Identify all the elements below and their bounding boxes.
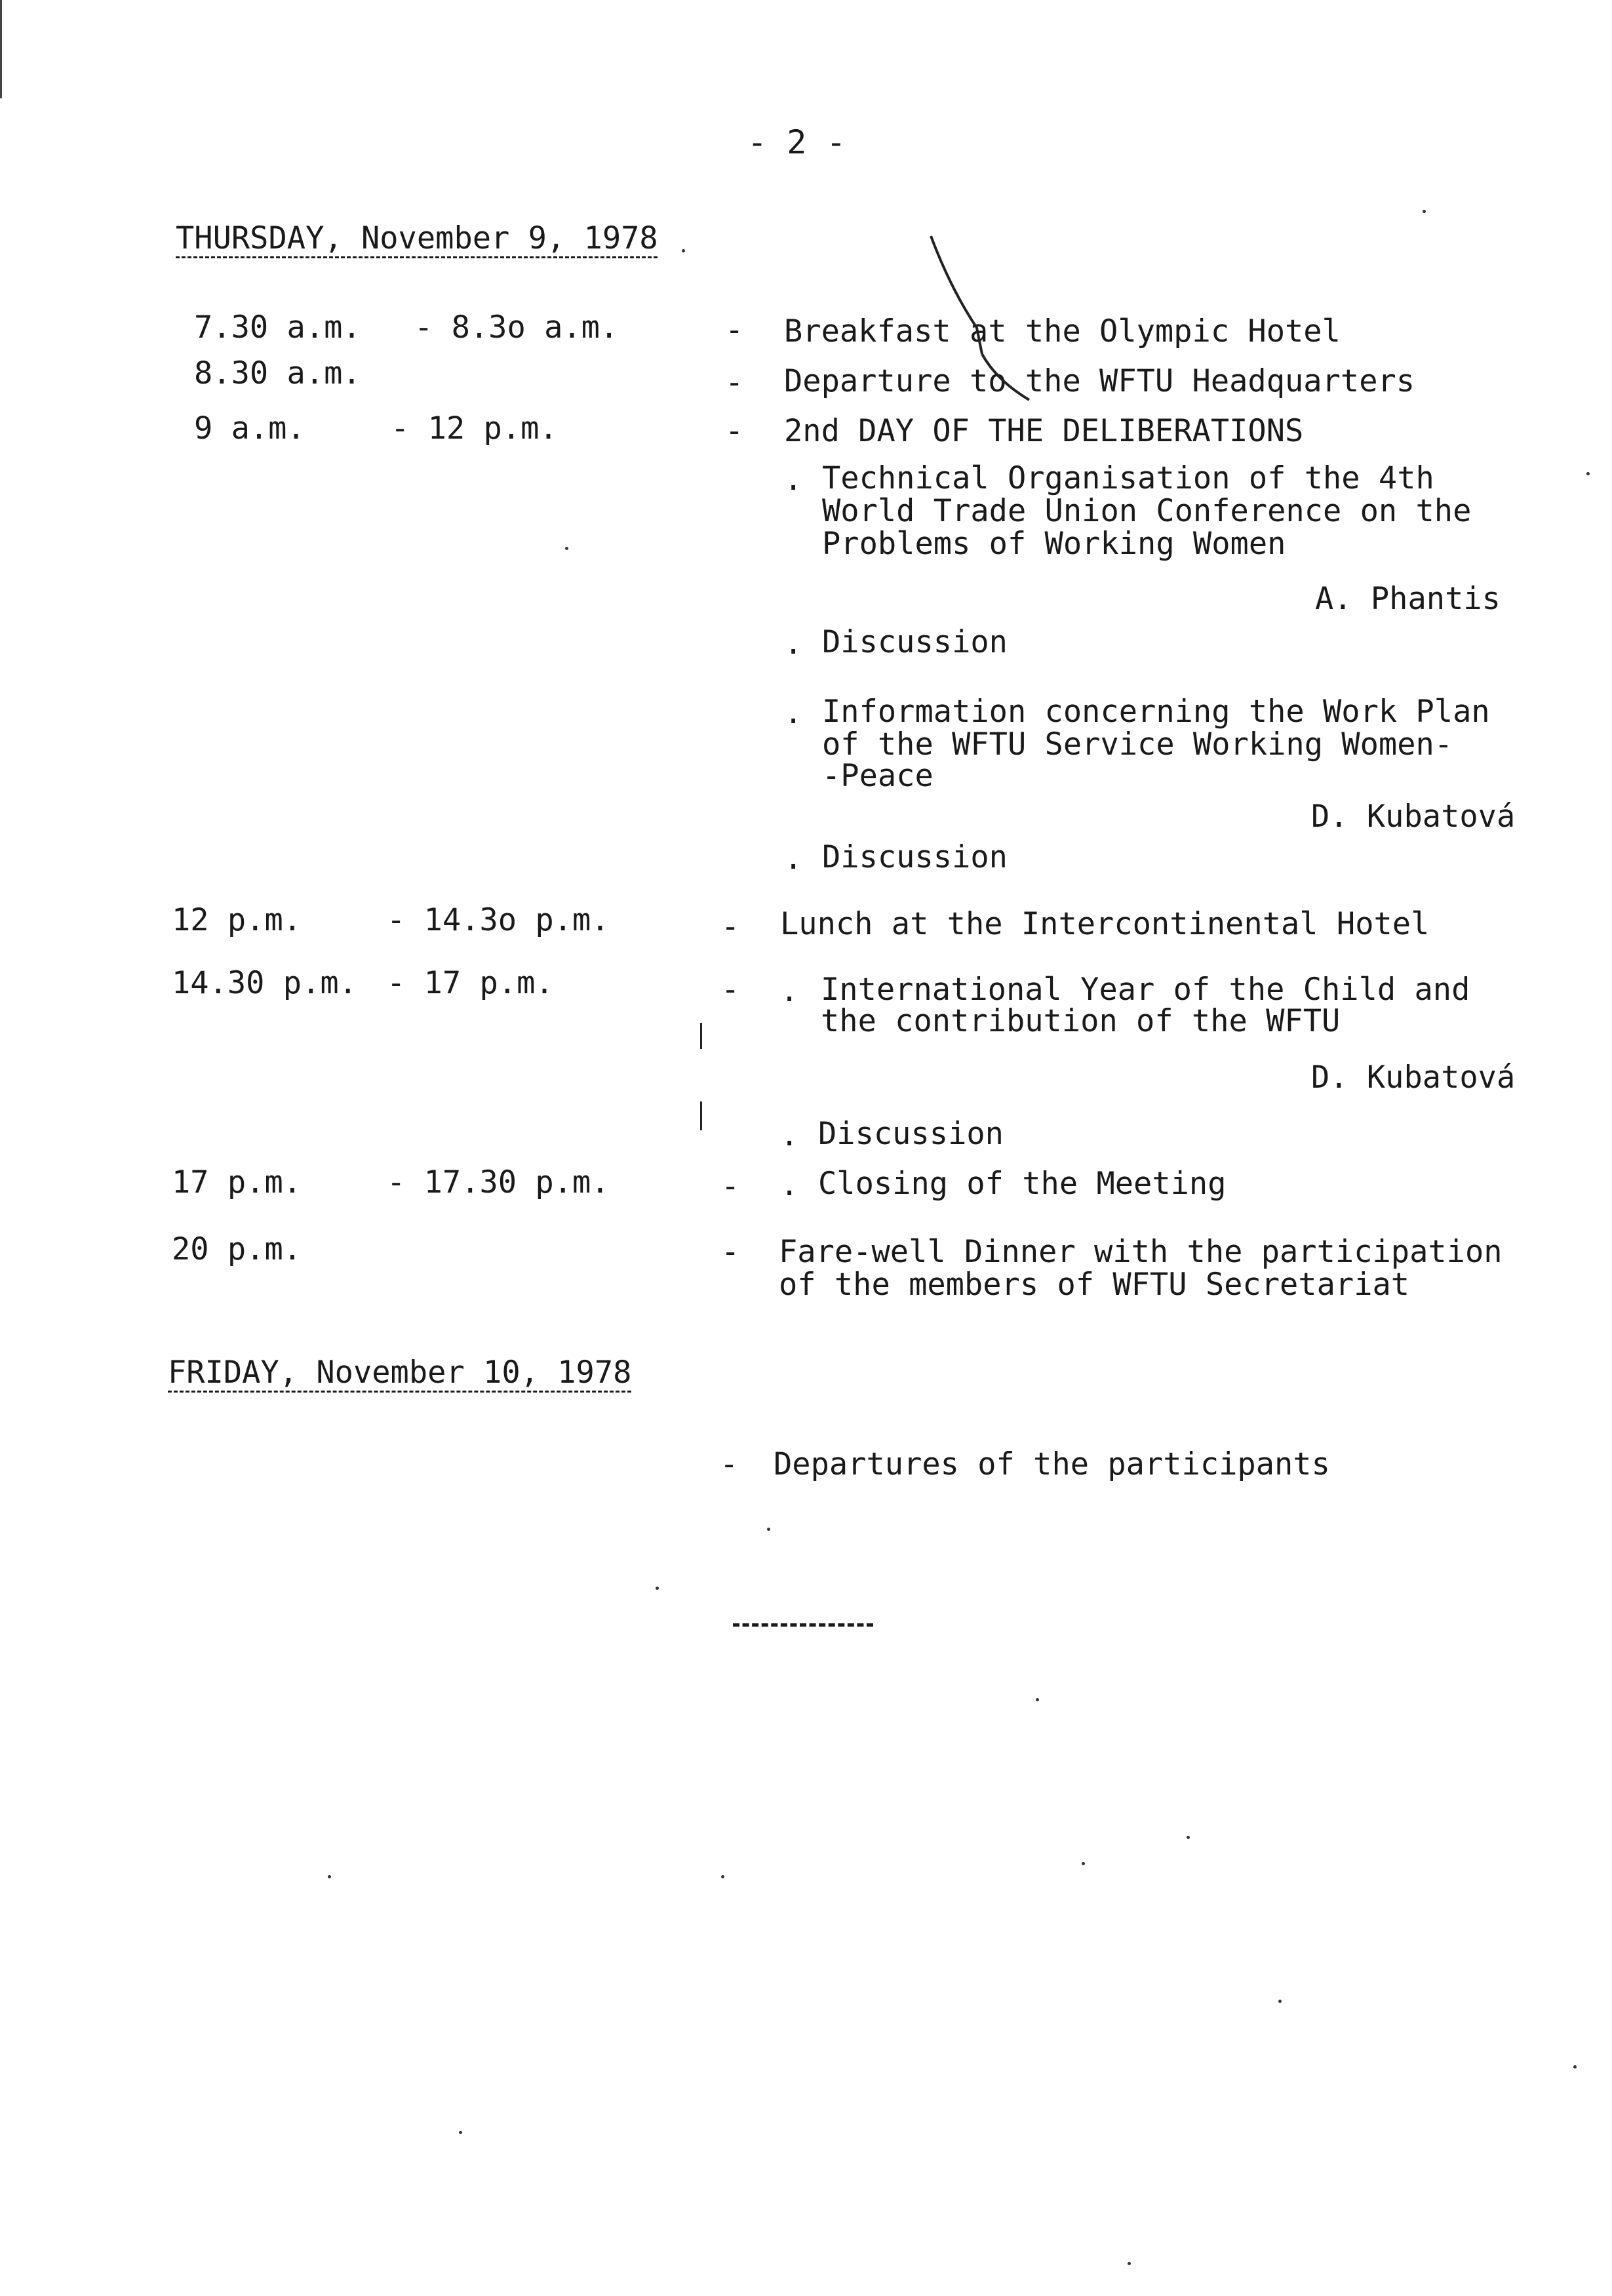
end-rule	[733, 1623, 873, 1627]
scan-speck	[767, 1528, 770, 1531]
bullet: .	[780, 1167, 799, 1203]
entry-dash: -	[721, 909, 740, 945]
agenda-item-line: of the WFTU Service Working Women-	[822, 726, 1453, 762]
scan-speck	[1586, 472, 1590, 475]
time-start: 14.30 p.m.	[172, 965, 357, 1001]
time-end: - 14.3o p.m.	[387, 902, 610, 938]
margin-mark	[700, 1101, 702, 1130]
time-start: 12 p.m.	[172, 902, 302, 938]
entry-text: of the members of WFTU Secretariat	[779, 1267, 1410, 1303]
bullet: .	[780, 973, 799, 1009]
scan-speck	[1423, 210, 1426, 213]
agenda-item-line: Closing of the Meeting	[818, 1166, 1227, 1202]
agenda-item-line: -Peace	[822, 758, 934, 794]
entry-text: Departure to the WFTU Headquarters	[784, 363, 1415, 399]
agenda-item-line: Discussion	[822, 624, 1008, 660]
entry-dash: -	[725, 365, 744, 401]
scan-speck	[1573, 2065, 1577, 2068]
time-end: - 17 p.m.	[387, 965, 554, 1001]
agenda-item-line: Discussion	[822, 839, 1008, 875]
scan-speck	[1278, 2000, 1282, 2003]
entry-dash: -	[720, 1446, 739, 1482]
bullet: .	[784, 695, 803, 731]
margin-mark	[700, 1023, 702, 1049]
scan-edge	[0, 0, 2, 98]
entry-dash: -	[721, 1168, 740, 1204]
scan-speck	[656, 1587, 659, 1590]
scan-speck	[565, 547, 568, 550]
scan-speck	[1128, 2262, 1131, 2265]
entry-text: Fare-well Dinner with the participation	[779, 1234, 1503, 1270]
page-number: - 2 -	[747, 123, 846, 161]
bullet: .	[784, 625, 803, 662]
agenda-item-line: World Trade Union Conference on the	[822, 493, 1472, 529]
agenda-item-line: Technical Organisation of the 4th	[822, 460, 1434, 496]
scan-speck	[328, 1875, 331, 1878]
time-end: - 12 p.m.	[391, 410, 558, 446]
bullet: .	[780, 1117, 799, 1153]
time-end: - 8.3o a.m.	[414, 309, 619, 346]
entry-dash: -	[725, 312, 744, 348]
time-start: 20 p.m.	[172, 1231, 302, 1267]
time-start: 9 a.m.	[194, 410, 305, 446]
scan-speck	[1187, 1836, 1190, 1839]
entry-dash: -	[725, 413, 744, 449]
scan-speck	[1036, 1698, 1039, 1701]
entry-text: Departures of the participants	[774, 1446, 1330, 1482]
entry-dash: -	[721, 1234, 740, 1270]
entry-text: Lunch at the Intercontinental Hotel	[780, 906, 1430, 942]
time-end: - 17.30 p.m.	[387, 1164, 610, 1200]
day-heading-thursday: THURSDAY, November 9, 1978	[176, 220, 658, 256]
speaker-name: D. Kubatová	[1311, 799, 1516, 835]
speaker-name: D. Kubatová	[1311, 1059, 1516, 1096]
agenda-item-line: Information concerning the Work Plan	[822, 694, 1490, 730]
agenda-item-line: Discussion	[818, 1116, 1004, 1152]
scan-speck	[682, 249, 685, 252]
day-heading-friday: FRIDAY, November 10, 1978	[168, 1355, 632, 1391]
time-start: 17 p.m.	[172, 1164, 302, 1200]
entry-text: Breakfast at the Olympic Hotel	[784, 313, 1341, 349]
agenda-item-line: International Year of the Child and	[821, 972, 1470, 1008]
agenda-item-line: Problems of Working Women	[822, 526, 1286, 562]
pen-stroke	[905, 223, 1062, 420]
scan-speck	[1082, 1862, 1085, 1865]
entry-text: 2nd DAY OF THE DELIBERATIONS	[784, 413, 1304, 449]
scan-speck	[721, 1875, 724, 1878]
speaker-name: A. Phantis	[1315, 581, 1501, 617]
time-start: 7.30 a.m.	[194, 309, 361, 346]
scan-speck	[459, 2131, 462, 2134]
bullet: .	[784, 841, 803, 877]
bullet: .	[784, 462, 803, 498]
agenda-item-line: the contribution of the WFTU	[821, 1003, 1341, 1039]
time-start: 8.30 a.m.	[194, 355, 361, 391]
entry-dash: -	[721, 972, 740, 1008]
